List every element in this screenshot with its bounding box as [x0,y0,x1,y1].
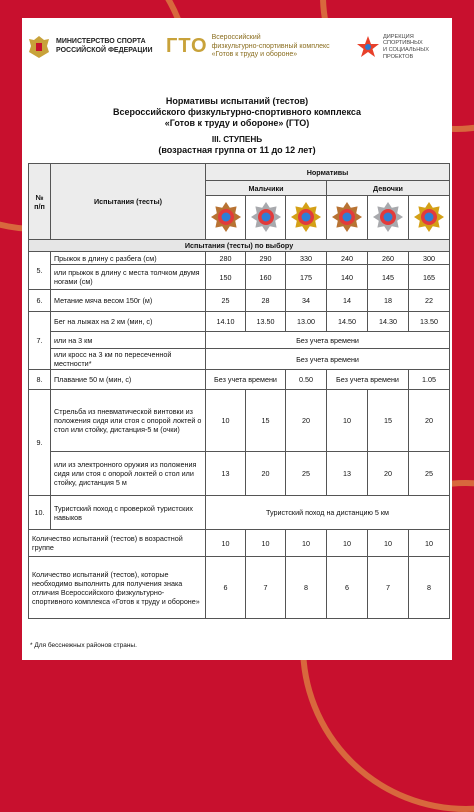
row-number: 10. [29,496,51,530]
value-cell: 300 [409,252,450,265]
value-cell: 20 [409,390,450,452]
value-cell: 10 [286,530,327,557]
value-cell: 14 [327,290,368,312]
value-cell: 260 [368,252,409,265]
value-cell: 18 [368,290,409,312]
row-number: 7. [29,312,51,370]
header [22,18,452,76]
value-cell: 175 [286,265,327,290]
merged-value-cell: Без учета времени [206,332,450,349]
value-cell: 8 [409,557,450,619]
bronze-badge-icon [327,196,368,240]
value-cell: 20 [246,452,286,496]
table-row [29,530,450,557]
value-cell: 10 [327,530,368,557]
value-cell: 0.50 [286,370,327,390]
value-cell: 25 [286,452,327,496]
norms-table [28,163,450,619]
col-num-header: № п/п [29,164,51,240]
ministry-name: МИНИСТЕРСТВО СПОРТА РОССИЙСКОЙ ФЕДЕРАЦИИ [56,38,153,54]
value-cell: 10 [206,530,246,557]
gold-badge-icon [409,196,450,240]
title-line-1: Нормативы испытаний (тестов) [165,96,309,106]
value-cell: 15 [368,390,409,452]
value-cell: 6 [327,557,368,619]
table-row [29,252,450,265]
test-name: Бег на лыжах на 2 км (мин, с) [51,312,206,332]
age-group: (возрастная группа от 11 до 12 лет) [158,145,316,155]
table-row [29,265,450,290]
merged-value-cell: Без учета времени [206,370,286,390]
value-cell: 14.50 [327,312,368,332]
girls-header: Девочки [327,181,450,196]
table-row [29,390,450,452]
value-cell: 8 [286,557,327,619]
row-number: 6. [29,290,51,312]
value-cell: 330 [286,252,327,265]
test-name: или из электронного оружия из положения сидя или стоя с опорой локтей о стол или стойку, дистанция 5 м [51,452,206,496]
test-name: или кросс на 3 км по пересеченной местности* [51,349,206,370]
value-cell: 280 [206,252,246,265]
merged-value-cell: Без учета времени [206,349,450,370]
value-cell: 25 [206,290,246,312]
table-row [29,557,450,619]
col-norms-header: Нормативы [206,164,450,181]
footnote: * Для бесснежных районов страны. [30,642,137,649]
col-test-header: Испытания (тесты) [51,164,206,240]
value-cell: 6 [206,557,246,619]
table-row [29,496,450,530]
gto-logo-block [166,34,356,59]
silver-badge-icon [246,196,286,240]
silver-badge-icon [368,196,409,240]
value-cell: 13 [206,452,246,496]
table-row [29,349,450,370]
value-cell: 10 [206,390,246,452]
table-row [29,332,450,349]
section-header: Испытания (тесты) по выбору [29,240,450,252]
stage-title: III. СТУПЕНЬ [211,135,263,144]
test-name: Метание мяча весом 150г (м) [51,290,206,312]
value-cell: 165 [409,265,450,290]
value-cell: 14.30 [368,312,409,332]
test-name: Количество испытаний (тестов), которые необходимо выполнить для получения знака отличия Всероссийского физкультурно-спортивного комплекса «Готов к труду и обороне» [29,557,206,619]
gto-title: Всероссийский физкультурно-спортивный комплекс «Готов к труду и обороне» [211,34,330,59]
value-cell: 13.00 [286,312,327,332]
bronze-badge-icon [206,196,246,240]
test-name: Туристский поход с проверкой туристских навыков [51,496,206,530]
star-logo-icon [356,35,380,59]
value-cell: 20 [286,390,327,452]
value-cell: 10 [327,390,368,452]
test-name: или на 3 км [51,332,206,349]
value-cell: 14.10 [206,312,246,332]
table-row [29,290,450,312]
emblem-icon [26,34,52,60]
title-line-2: Всероссийского физкультурно-спортивного комплекса [113,107,361,117]
table-row [29,452,450,496]
table-row [29,370,450,390]
row-number: 9. [29,390,51,496]
value-cell: 28 [246,290,286,312]
boys-header: Мальчики [206,181,327,196]
row-number: 8. [29,370,51,390]
table-row [29,312,450,332]
test-name: или прыжок в длину с места толчком двумя ногами (см) [51,265,206,290]
value-cell: 15 [246,390,286,452]
test-name: Прыжок в длину с разбега (см) [51,252,206,265]
value-cell: 13.50 [246,312,286,332]
test-name: Количество испытаний (тестов) в возрастной группе [29,530,206,557]
value-cell: 240 [327,252,368,265]
gto-logo: ГТО [166,35,208,58]
row-number: 5. [29,252,51,290]
value-cell: 7 [368,557,409,619]
value-cell: 20 [368,452,409,496]
value-cell: 13.50 [409,312,450,332]
gold-badge-icon [286,196,327,240]
merged-value-cell: Туристский поход на дистанцию 5 км [206,496,450,530]
value-cell: 10 [368,530,409,557]
value-cell: 13 [327,452,368,496]
value-cell: 10 [409,530,450,557]
value-cell: 140 [327,265,368,290]
value-cell: 7 [246,557,286,619]
test-name: Стрельба из пневматической винтовки из положения сидя или стоя с опорой локтей о стол или стойку, дистанция-5 м (очки) [51,390,206,452]
value-cell: 25 [409,452,450,496]
value-cell: 290 [246,252,286,265]
value-cell: 160 [246,265,286,290]
merged-value-cell: Без учета времени [327,370,409,390]
titles [22,96,452,156]
value-cell: 150 [206,265,246,290]
direction-logo-block [356,34,429,61]
value-cell: 22 [409,290,450,312]
title-line-3: «Готов к труду и обороне» (ГТО) [164,118,310,128]
value-cell: 1.05 [409,370,450,390]
direction-name: ДИРЕКЦИЯ СПОРТИВНЫХ И СОЦИАЛЬНЫХ ПРОЕКТОВ [383,33,429,60]
ministry-logo-block [26,34,166,60]
test-name: Плавание 50 м (мин, с) [51,370,206,390]
value-cell: 10 [246,530,286,557]
value-cell: 34 [286,290,327,312]
value-cell: 145 [368,265,409,290]
